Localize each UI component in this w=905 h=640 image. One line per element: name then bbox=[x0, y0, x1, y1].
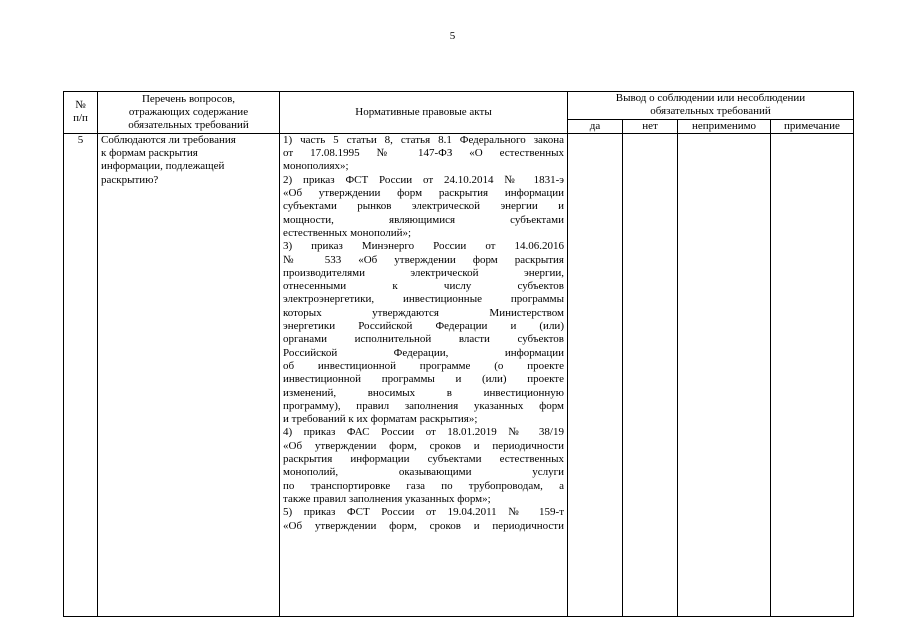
page-number: 5 bbox=[449, 30, 456, 42]
header-questions bbox=[98, 92, 280, 134]
act-line: естественных монополий»; bbox=[283, 226, 412, 239]
header-conclusion bbox=[568, 92, 854, 120]
question-line: Соблюдаются ли требования bbox=[101, 133, 236, 146]
act-line: «Об утверждении форм раскрытия информации bbox=[283, 187, 564, 200]
act-line: от 17.08.1995 № 147-ФЗ «О естественных bbox=[283, 147, 564, 160]
act-line: монополиях»; bbox=[283, 160, 349, 173]
act-line: производителями электрической энергии, bbox=[283, 266, 564, 279]
act-line: об инвестиционной программе (о проекте bbox=[283, 359, 564, 372]
row-question bbox=[98, 133, 280, 616]
act-line: «Об утверждении форм, сроков и периодичности bbox=[283, 439, 564, 452]
header-na: неприменимо bbox=[678, 119, 771, 133]
row-num: 5 bbox=[64, 133, 98, 616]
act-line: инвестиционной программы и (или) проекте bbox=[283, 373, 564, 386]
header-yes: да bbox=[568, 119, 623, 133]
act-line: мощности, являющимися субъектами bbox=[283, 213, 564, 226]
act-line: по транспортировке газа по трубопроводам, а bbox=[283, 479, 564, 492]
cell-yes bbox=[568, 133, 623, 616]
cell-na bbox=[678, 133, 771, 616]
header-num-line: п/п bbox=[73, 112, 88, 125]
act-line: программу), правил заполнения указанных форм bbox=[283, 399, 564, 412]
header-conclusion-line: обязательных требований bbox=[650, 105, 771, 118]
cell-note bbox=[771, 133, 854, 616]
header-questions-line: отражающих содержание bbox=[128, 105, 249, 118]
header-conclusion-line: Вывод о соблюдении или несоблюдении bbox=[615, 92, 806, 104]
act-line: которых утверждаются Министерством bbox=[283, 306, 564, 319]
header-num bbox=[64, 92, 98, 134]
act-line: органами исполнительной власти субъектов bbox=[283, 333, 564, 346]
act-line: субъектами рынков электрической энергии и bbox=[283, 200, 564, 213]
header-num-line: № bbox=[75, 99, 86, 112]
act-line: и требований к их форматам раскрытия»; bbox=[283, 413, 478, 426]
act-line: энергетики Российской Федерации и (или) bbox=[283, 320, 564, 333]
question-line: к формам раскрытия bbox=[101, 147, 198, 160]
question-line: раскрытию? bbox=[101, 173, 159, 186]
row-acts bbox=[280, 133, 568, 616]
act-line: 5) приказ ФСТ России от 19.04.2011 № 159-т bbox=[283, 506, 564, 519]
act-line: Российской Федерации, информации bbox=[283, 346, 564, 359]
header-questions-line: Перечень вопросов, bbox=[141, 92, 236, 105]
header-note: примечание bbox=[771, 119, 854, 133]
header-acts: Нормативные правовые акты bbox=[280, 92, 568, 134]
act-line: «Об утверждении форм, сроков и периодичности bbox=[283, 519, 564, 532]
act-line: 2) приказ ФСТ России от 24.10.2014 № 1831-э bbox=[283, 173, 564, 186]
act-line: раскрытия информации субъектами естественных bbox=[283, 453, 564, 466]
act-line: электроэнергетики, инвестиционные программы bbox=[283, 293, 564, 306]
requirements-table bbox=[63, 91, 854, 617]
act-line: 4) приказ ФАС России от 18.01.2019 № 38/19 bbox=[283, 426, 564, 439]
act-line: 3) приказ Минэнерго России от 14.06.2016 bbox=[283, 240, 564, 253]
header-questions-line: обязательных требований bbox=[128, 119, 249, 132]
act-line: также правил заполнения указанных форм»; bbox=[283, 492, 491, 505]
header-row-1 bbox=[64, 92, 854, 120]
question-line: информации, подлежащей bbox=[101, 160, 225, 173]
table-row bbox=[64, 133, 854, 616]
act-line: монополий, оказывающими услуги bbox=[283, 466, 564, 479]
act-line: изменений, вносимых в инвестиционную bbox=[283, 386, 564, 399]
act-line: № 533 «Об утверждении форм раскрытия bbox=[283, 253, 564, 266]
act-line: отнесенными к числу субъектов bbox=[283, 280, 564, 293]
cell-no bbox=[623, 133, 678, 616]
header-no: нет bbox=[623, 119, 678, 133]
act-line: 1) часть 5 статьи 8, статья 8.1 Федерального закона bbox=[283, 133, 564, 146]
